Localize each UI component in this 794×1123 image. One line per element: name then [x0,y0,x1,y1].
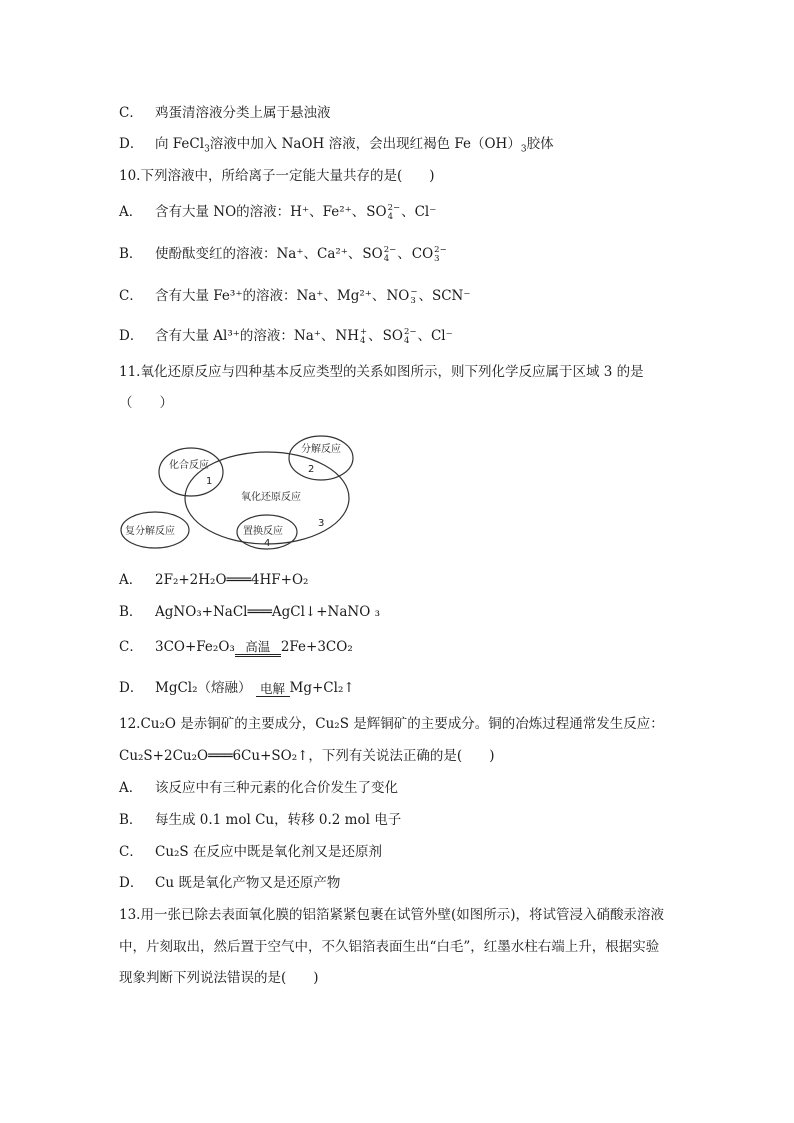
circle-decomposition [289,436,353,480]
ion-subscript: 4 [403,335,410,346]
option-label: D． [119,136,144,152]
ion-subscript: 3 [434,253,440,264]
option-text: Cu 既是氧化产物又是还原产物 [155,875,341,891]
option-text: 溶液中加入 NaOH 溶液，会出现红褐色 Fe（OH） [209,136,521,152]
question-11-paren: （ ） [119,395,173,411]
q10-option-d [119,326,453,346]
option-text: AgNO₃+NaCl═══AgCl↓+NaNO ₃ [155,604,380,620]
ion-charge: + [359,326,368,337]
label-redox: 氧化还原反应 [241,492,301,503]
option-text: 鸡蛋清溶液分类上属于悬浊液 [155,105,331,121]
option-label: C． [119,844,143,860]
q12-option-c [119,842,382,862]
option-label: A． [119,780,143,796]
ion-symbol: SO [366,204,387,220]
label-region-4: 4 [264,538,271,549]
option-text: 、 [397,246,411,262]
option-c-prev [119,103,331,123]
condition-text: 高温 [245,639,271,654]
label-region-1: 1 [206,476,213,487]
option-label: D． [119,875,144,891]
option-label: B． [119,246,143,262]
q11-option-b [119,602,380,622]
question-13-line-3: 现象判断下列说法错误的是( ) [119,970,319,986]
option-text: 2Fe+3CO₂ [280,639,353,655]
reaction-condition [235,640,281,657]
ion-symbol: CO [411,246,434,262]
ion-ammonium [335,326,367,346]
ion-subscript: 4 [387,211,393,222]
option-label: D． [119,680,144,696]
ion-subscript: 4 [383,253,390,264]
q12-option-b [119,810,401,830]
option-text: 、 [368,328,382,344]
q11-option-d [119,678,355,698]
option-text: 该反应中有三种元素的化合价发生了变化 [155,780,398,796]
venn-diagram [119,428,359,556]
option-label: A． [119,204,143,220]
arrow-bar [256,696,290,698]
label-single-replacement: 置换反应 [243,526,283,537]
subscript: 3 [520,144,527,155]
ion-carbonate [412,244,447,264]
option-text: 含有大量 Al³⁺的溶液：Na⁺、 [155,328,335,344]
question-11: 11.氧化还原反应与四种基本反应类型的关系如图所示，则下列化学反应属于区域 3 的是 [119,364,644,380]
option-text: 向 FeCl [155,136,205,152]
option-text: 每生成 0.1 mol Cu，转移 0.2 mol 电子 [155,812,402,828]
ion-charge: 2− [403,326,417,337]
equals-bar [235,654,281,657]
q11-option-c [119,637,353,657]
ion-symbol: NH [335,328,359,344]
option-label: C． [119,288,143,304]
ion-symbol: SO [382,328,403,344]
q11-option-a [119,570,308,590]
option-text: MgCl₂（熔融） [155,680,252,696]
label-decomposition: 分解反应 [301,444,341,455]
q10-option-a [119,202,436,222]
option-text: 含有大量 Fe³⁺的溶液：Na⁺、Mg²⁺、 [155,288,386,304]
ion-charge: 2− [387,202,401,213]
option-text: 、SCN⁻ [418,288,471,304]
option-text: Mg+Cl₂↑ [289,680,355,696]
option-label: C． [119,105,143,121]
ion-sulfate [362,244,396,264]
option-text: 含有大量 NO的溶液：H⁺、Fe²⁺、 [155,204,366,220]
question-12-line-2: Cu₂S+2Cu₂O═══6Cu+SO₂↑，下列有关说法正确的是( ) [119,748,495,764]
option-text: 、Cl⁻ [401,204,437,220]
question-10: 10.下列溶液中，所给离子一定能大量共存的是( ) [119,168,435,184]
option-text: Cu₂S 在反应中既是氧化剂又是还原剂 [155,844,382,860]
circle-combination [159,448,223,496]
option-label: D． [119,328,144,344]
option-label: A． [119,572,143,588]
option-text: 3CO+Fe₂O₃ [155,639,235,655]
option-label: C． [119,639,143,655]
option-label: B． [119,604,143,620]
q12-option-d [119,873,340,893]
condition-text: 电解 [260,681,286,696]
option-text: 、Cl⁻ [417,328,453,344]
q10-option-c [119,286,470,306]
q10-option-b [119,244,448,264]
ion-charge: 2− [434,244,447,255]
option-text: 2F₂+2H₂O═══4HF+O₂ [155,572,309,588]
ion-charge: − [410,286,418,297]
option-text: 胶体 [526,136,554,152]
ion-nitrate [386,286,417,306]
option-text: 使酚酞变红的溶液：Na⁺、Ca²⁺、 [155,246,362,262]
question-13-line-2: 中，片刻取出，然后置于空气中，不久铝箔表面生出“白毛”，红墨水柱右端上升，根据实验 [119,939,660,955]
label-combination: 化合反应 [169,460,209,471]
ion-subscript: 4 [359,335,366,346]
ion-sulfate [366,202,400,222]
reaction-condition [256,682,290,698]
label-double-replacement: 复分解反应 [125,526,175,537]
option-label: B． [119,812,143,828]
label-region-2: 2 [308,464,315,475]
q12-option-a [119,778,398,798]
ion-symbol: NO [386,288,410,304]
ion-subscript: 3 [410,295,416,306]
ion-charge: 2− [383,244,397,255]
ion-symbol: SO [362,246,383,262]
subscript: 3 [204,144,210,155]
option-d-prev [119,134,554,154]
question-13-line-1: 13.用一张已除去表面氧化膜的铝箔紧紧包裹在试管外壁(如图所示)，将试管浸入硝酸汞溶液 [119,907,665,923]
ion-sulfate [383,326,417,346]
question-12-line-1: 12.Cu₂O 是赤铜矿的主要成分，Cu₂S 是辉铜矿的主要成分。铜的冶炼过程通常发生反应： [119,716,664,732]
label-region-3: 3 [318,518,325,529]
